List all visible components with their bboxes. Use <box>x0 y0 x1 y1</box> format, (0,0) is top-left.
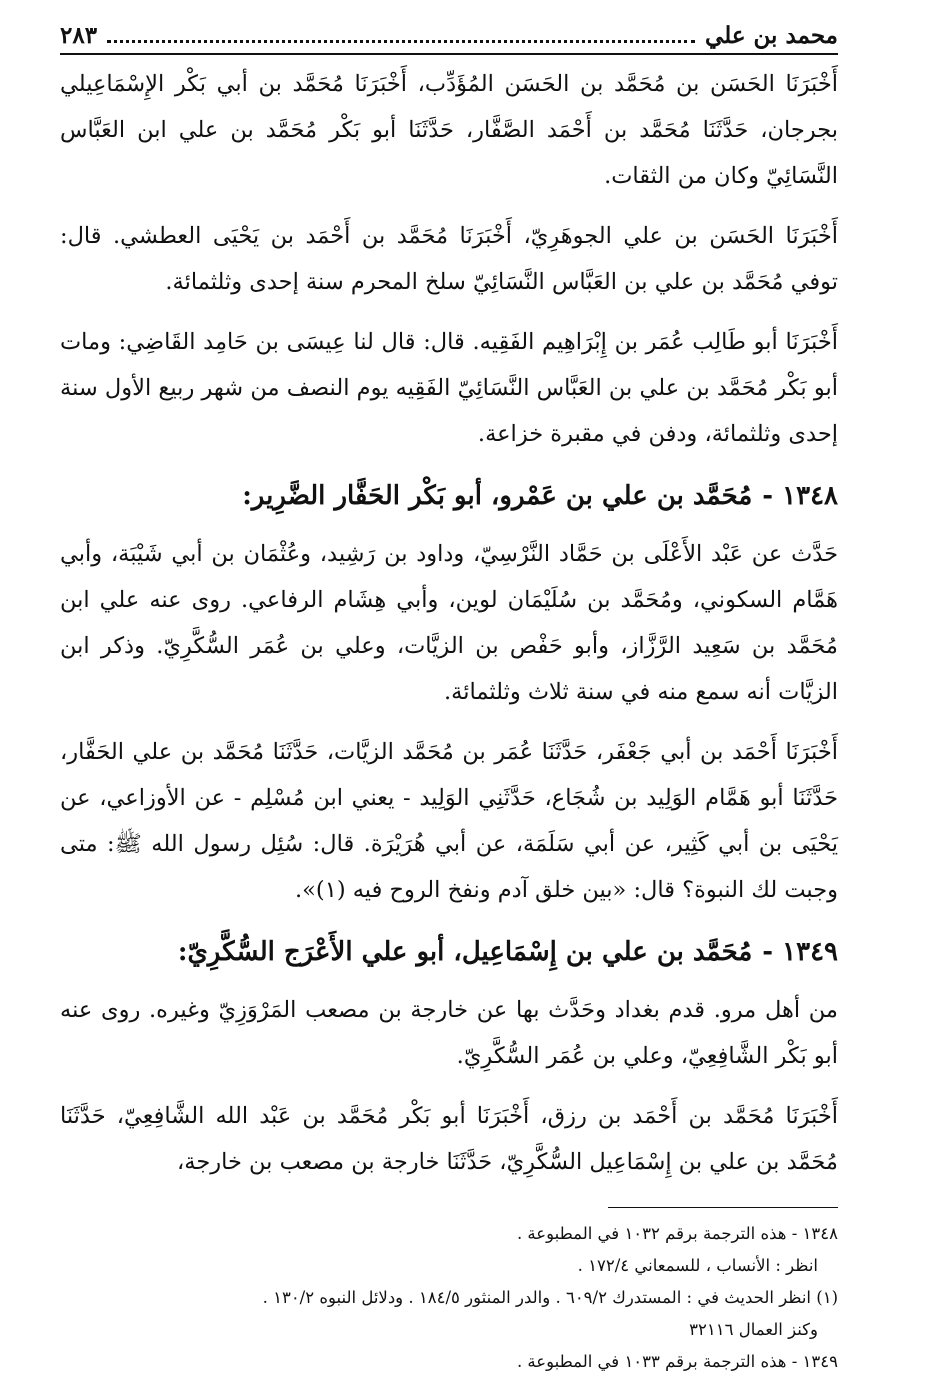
footnote: (١) انظر الحديث في : المستدرك ٦٠٩/٢ . والدر المنثور ١٨٤/٥ . ودلائل النبوه ١٣٠/٢ . <box>262 1288 838 1307</box>
paragraph: من أهل مرو. قدم بغداد وحَدَّث بها عن خارجة بن مصعب المَرْوَزِيّ وغيره. روى عنه أبو بَكْر الشَّافِعِيّ، وعلي بن عُمَر السُّكَّرِيّ. <box>60 997 838 1069</box>
paragraph: أَخْبَرَنَا الحَسَن بن علي الجوهَرِيّ، أَخْبَرَنَا مُحَمَّد بن أَحْمَد بن يَحْيَى العطشي. قال: توفي مُحَمَّد بن علي بن العَبَّاس النَّسَائِيّ سلخ المحرم سنة إحدى وثلثمائة. <box>60 223 838 295</box>
entry-title: مُحَمَّد بن علي بن عَمْرو، أبو بَكْر الحَفَّار الضَّرِير: <box>242 481 753 511</box>
footnote: انظر : الأنساب ، للسمعاني ١٧٢/٤ . <box>577 1256 818 1275</box>
entry-number: ١٣٤٨ - <box>762 481 838 511</box>
paragraph: أَخْبَرَنَا مُحَمَّد بن أَحْمَد بن رزق، أَخْبَرَنَا أبو بَكْر مُحَمَّد بن عَبْد الله الشَّافِعِيّ، حَدَّثَنَا مُحَمَّد بن علي بن إِسْمَاعِيل السُّكَّرِيّ، حَدَّثَنَا خارجة بن مصعب بن خارجة، <box>60 1103 838 1175</box>
entry-number: ١٣٤٩ - <box>762 937 838 967</box>
footnote-divider <box>608 1207 838 1208</box>
paragraph: أَخْبَرَنَا الحَسَن بن مُحَمَّد بن الحَسَن المُؤَدِّب، أَخْبَرَنَا مُحَمَّد بن أبي بَكْر الإِسْمَاعِيلي بجرجان، حَدَّثَنَا مُحَمَّد بن أَحْمَد الصَّفَّار، حَدَّثَنَا أبو بَكْر مُحَمَّد بن علي ابن العَبَّاس النَّسَائِيّ وكان من الثقات. <box>60 71 838 189</box>
entry-title: مُحَمَّد بن علي بن إِسْمَاعِيل، أبو علي الأَعْرَج السُّكَّرِيّ: <box>177 937 753 967</box>
footnote: ١٣٤٩ - هذه الترجمة برقم ١٠٣٣ في المطبوعة . <box>516 1352 838 1371</box>
running-title: محمد بن علي <box>705 22 838 49</box>
paragraph: أَخْبَرَنَا أبو طَالِب عُمَر بن إِبْرَاهِيم الفَقِيه. قال: قال لنا عِيسَى بن حَامِد القَاضِي: ومات أبو بَكْر مُحَمَّد بن علي بن العَبَّاس النَّسَائِيّ الفَقِيه يوم النصف من شهر ربيع الأول سنة إحدى وثلثمائة، ودفن في مقبرة خزاعة. <box>60 329 838 447</box>
entry-heading-1348 <box>60 471 838 521</box>
paragraph: أَخْبَرَنَا أَحْمَد بن أبي جَعْفَر، حَدَّثَنَا عُمَر بن مُحَمَّد الزيَّات، حَدَّثَنَا مُحَمَّد بن علي الحَفَّار، حَدَّثَنَا أبو هَمَّام الوَلِيد بن شُجَاع، حَدَّثَنِي الوَلِيد - يعني ابن مُسْلِم - عن الأوزاعي، عن يَحْيَى بن أبي كَثِير، عن أبي سَلَمَة، عن أبي هُرَيْرَة. قال: سُئِل رسول الله ﷺ: متى وجبت لك النبوة؟ قال: «بين خلق آدم ونفخ الروح فيه (١)». <box>60 739 838 903</box>
footnote: وكنز العمال ٣٢١١٦ <box>689 1320 818 1339</box>
entry-heading-1349 <box>60 927 838 977</box>
paragraph: حَدَّث عن عَبْد الأَعْلَى بن حَمَّاد النَّرْسِيّ، وداود بن رَشِيد، وعُثْمَان بن أبي شَيْبَة، وأبي هَمَّام السكوني، ومُحَمَّد بن سُلَيْمَان لوين، وأبي هِشَام الرفاعي. روى عنه علي ابن مُحَمَّد بن سَعِيد الرَّزَّاز، وأبو حَفْص بن الزيَّات، وعلي بن عُمَر السُّكَّرِيّ. وذكر ابن الزيَّات أنه سمع منه في سنة ثلاث وثلثمائة. <box>60 541 838 705</box>
book-page <box>60 22 838 1378</box>
page-number: ٢٨٣ <box>60 22 98 49</box>
running-header <box>60 22 838 55</box>
header-dot-leader <box>107 40 695 43</box>
footnote: ١٣٤٨ - هذه الترجمة برقم ١٠٣٢ في المطبوعة . <box>516 1224 838 1243</box>
